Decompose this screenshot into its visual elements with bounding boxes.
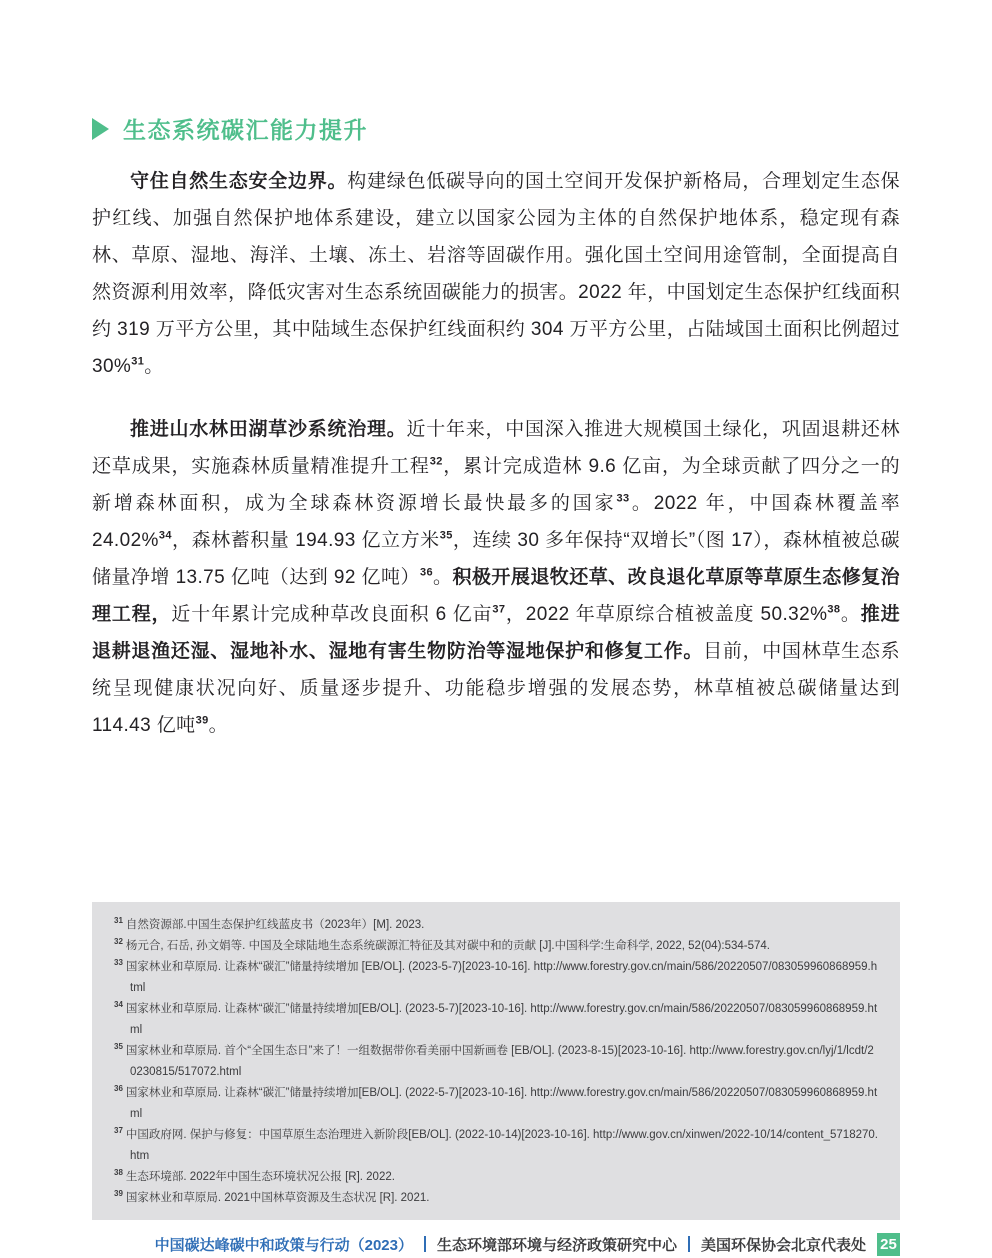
body-text-run: 目前，中国林草生态系统呈现健康状况向好、质量逐步提升、功能稳步增强的发展态势，林草植被总碳储量达到 114.43 亿吨 xyxy=(92,641,900,736)
footnote-text: 自然资源部.中国生态保护红线蓝皮书（2023年）[M]. 2023. xyxy=(125,919,425,931)
footer-org-edf: 美国环保协会北京代表处 xyxy=(700,1236,866,1254)
footnote-number: 35 xyxy=(114,1042,123,1052)
footnote-item xyxy=(114,957,878,999)
section-heading xyxy=(92,112,900,145)
footnote-item xyxy=(114,999,878,1041)
body-text-run: 。 xyxy=(840,604,861,625)
bold-lead-text: 守住自然生态安全边界。 xyxy=(130,171,348,192)
body-text-run: ，森林蓄积量 194.93 亿立方米 xyxy=(171,530,440,551)
footnote-number: 32 xyxy=(114,937,123,947)
footnote-text: 生态环境部. 2022年中国生态环境状况公报 [R]. 2022. xyxy=(125,1171,395,1183)
body-text-run: 。 xyxy=(208,715,229,736)
body-text-run: ，连续 30 多年保持“双增长”（图 17），森林植被总碳储量净增 13.75 亿吨（达到 92 亿吨） xyxy=(92,530,901,588)
footnote-item xyxy=(114,1125,878,1167)
footer-divider-icon xyxy=(688,1236,690,1252)
footnote-item xyxy=(114,1041,878,1083)
footnote-item xyxy=(114,915,878,936)
bold-lead-text: 积极开展退牧还草、改良退化草原等草原生态修复治理工程， xyxy=(92,567,901,625)
body-text-run: 。 xyxy=(144,356,164,377)
footer-org-policy-center: 生态环境部环境与经济政策研究中心 xyxy=(436,1236,677,1254)
footnote-item xyxy=(114,1188,878,1209)
body-paragraphs xyxy=(92,163,900,744)
bold-lead-text: 推进山水林田湖草沙系统治理。 xyxy=(130,419,407,440)
paragraph xyxy=(92,163,900,385)
page-footer xyxy=(92,1230,900,1258)
footnote-number: 31 xyxy=(114,916,123,926)
body-text-run: 近十年来，中国深入推进大规模国土绿化，巩固退耕还林还草成果，实施森林质量精准提升工程 xyxy=(92,419,900,477)
footnote-text: 中国政府网. 保护与修复：中国草原生态治理进入新阶段[EB/OL]. (2022-10-14)[2023-10-16]. http://www.gov.cn/xinwen/2022-10/14/content_5718270.htm xyxy=(125,1129,878,1162)
footnote-text: 国家林业和草原局. 让森林“碳汇”储量持续增加[EB/OL]. (2022-5-7)[2023-10-16]. http://www.forestry.gov.cn/main/586/20220507/083059960868959.html xyxy=(125,1087,878,1120)
footnote-text: 国家林业和草原局. 首个“全国生态日”来了！一组数据带你看美丽中国新画卷 [EB/OL]. (2023-8-15)[2023-10-16]. http://www.forestry.gov.cn/lyj/1/lcdt/20230815/517072.html xyxy=(125,1045,874,1078)
footnote-item xyxy=(114,1083,878,1125)
footnote-reference: 35 xyxy=(439,529,453,542)
footnote-reference: 38 xyxy=(827,603,841,616)
footnote-reference: 36 xyxy=(419,566,433,579)
footnote-reference: 31 xyxy=(131,355,145,368)
body-text-run: 。 xyxy=(432,567,453,588)
triangle-marker-icon xyxy=(92,118,109,140)
footnote-number: 34 xyxy=(114,1000,123,1010)
footnote-text: 国家林业和草原局. 2021中国林草资源及生态状况 [R]. 2021. xyxy=(125,1192,430,1204)
body-text-run: ，2022 年草原综合植被盖度 50.32% xyxy=(505,604,828,625)
footnote-number: 36 xyxy=(114,1084,123,1094)
footnote-number: 37 xyxy=(114,1126,123,1136)
footnote-text: 国家林业和草原局. 让森林“碳汇”储量持续增加[EB/OL]. (2023-5-7)[2023-10-16]. http://www.forestry.gov.cn/main/586/20220507/083059960868959.html xyxy=(125,1003,878,1036)
footnote-item xyxy=(114,1167,878,1188)
body-text-run: 。2022 年，中国森林覆盖率 24.02% xyxy=(92,493,900,551)
footnotes-box xyxy=(92,902,900,1220)
footer-report-title: 中国碳达峰碳中和政策与行动（2023） xyxy=(154,1236,413,1254)
footnote-reference: 39 xyxy=(195,714,209,727)
footer-divider-icon xyxy=(424,1236,426,1252)
bold-lead-text: 推进退耕退渔还湿、湿地补水、湿地有害生物防治等湿地保护和修复工作。 xyxy=(92,604,901,662)
footnote-item xyxy=(114,936,878,957)
page-number-badge: 25 xyxy=(877,1233,900,1256)
footnote-reference: 34 xyxy=(158,529,172,542)
footnote-reference: 37 xyxy=(492,603,506,616)
body-text-run: ，累计完成造林 9.6 亿亩，为全球贡献了四分之一的新增森林面积，成为全球森林资源增长最快最多的国家 xyxy=(92,456,900,514)
footnote-number: 39 xyxy=(114,1189,123,1199)
section-title: 生态系统碳汇能力提升 xyxy=(123,117,368,143)
body-text-run: 构建绿色低碳导向的国土空间开发保护新格局，合理划定生态保护红线、加强自然保护地体系建设，建立以国家公园为主体的自然保护地体系，稳定现有森林、草原、湿地、海洋、土壤、冻土、岩溶等固碳作用。强化国土空间用途管制，全面提高自然资源利用效率，降低灾害对生态系统固碳能力的损害。2022 年，中国划定生态保护红线面积约 319 万平方公里，其中陆域生态保护红线面积约 304 万平方公里，占陆域国土面积比例超过 30% xyxy=(92,171,900,377)
footnote-reference: 33 xyxy=(616,492,630,505)
footnote-text: 国家林业和草原局. 让森林“碳汇”储量持续增加 [EB/OL]. (2023-5-7)[2023-10-16]. http://www.forestry.gov.cn/main/586/20220507/083059960868959.html xyxy=(125,961,878,994)
paragraph xyxy=(92,411,900,744)
footnote-number: 38 xyxy=(114,1168,123,1178)
footnote-text: 杨元合, 石岳, 孙文娟等. 中国及全球陆地生态系统碳源汇特征及其对碳中和的贡献 [J].中国科学:生命科学, 2022, 52(04):534-574. xyxy=(125,940,770,952)
footnote-reference: 32 xyxy=(429,455,443,468)
footnote-number: 33 xyxy=(114,958,123,968)
body-text-run: 近十年累计完成种草改良面积 6 亿亩 xyxy=(171,604,493,625)
